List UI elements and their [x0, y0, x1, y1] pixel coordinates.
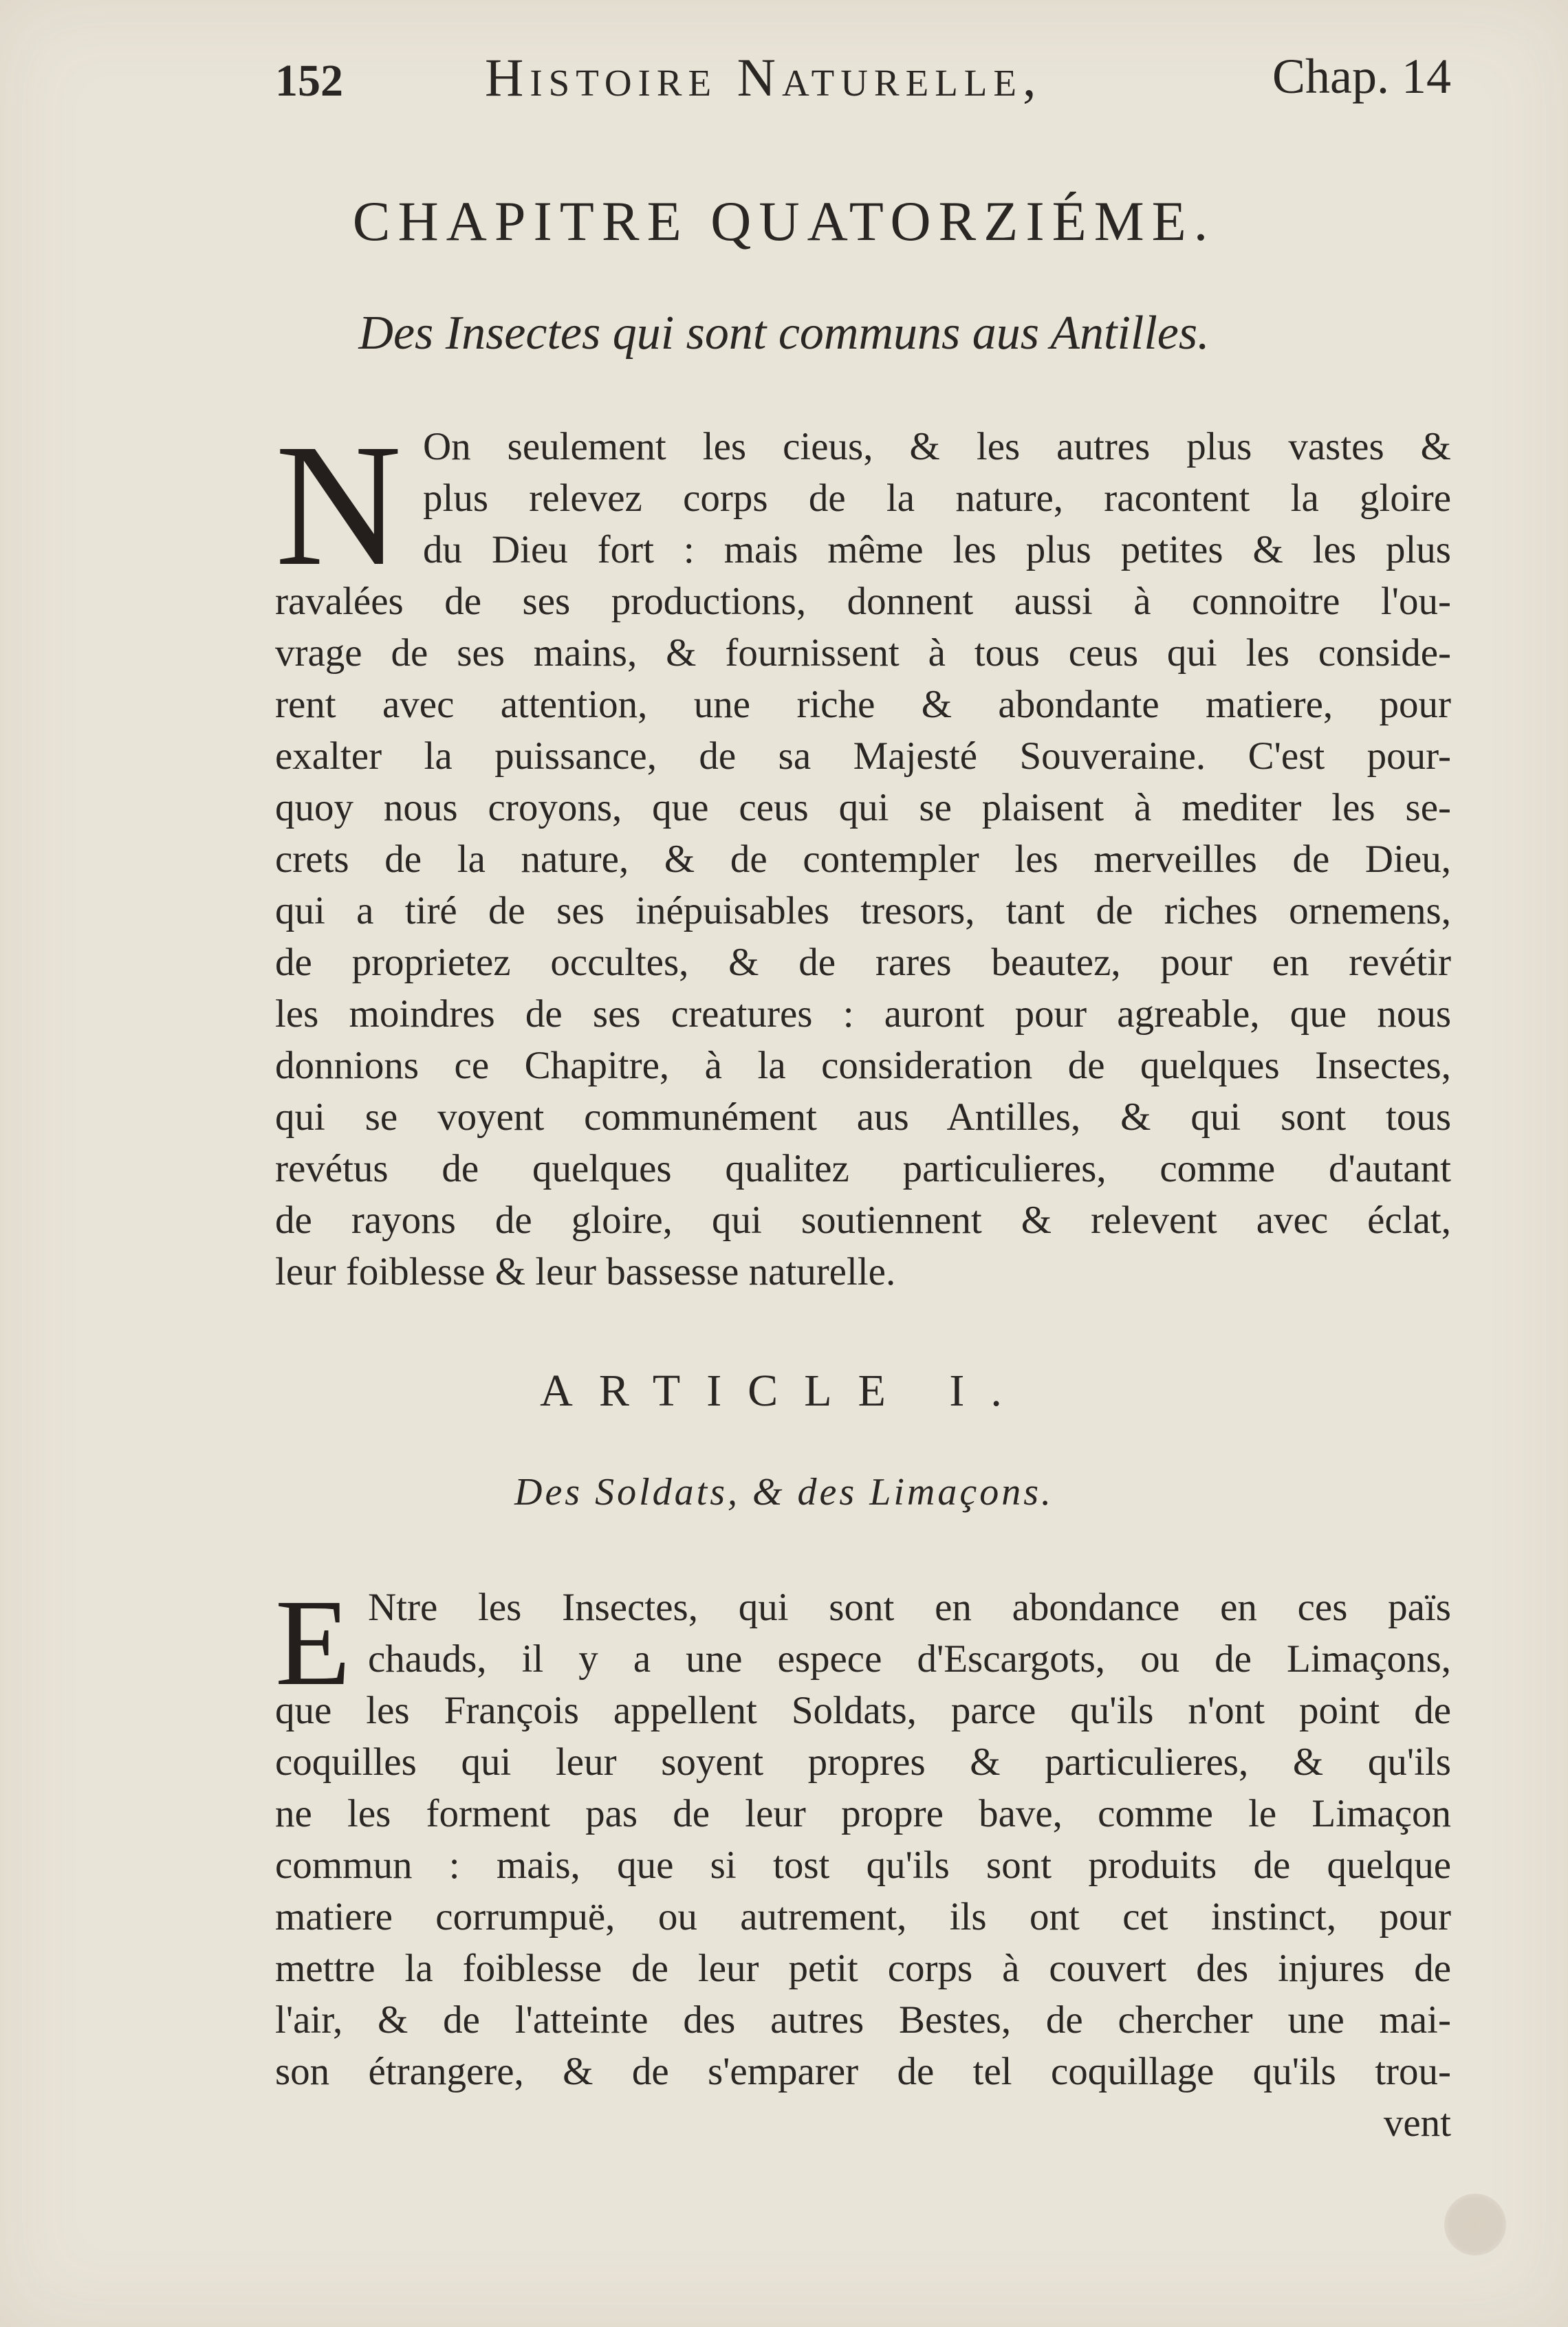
article-dropcap: E [275, 1574, 351, 1711]
intro-line: de proprietez occultes, & de rares beautez, pour en revétir [275, 941, 1451, 984]
intro-line: ravalées de ses productions, donnent aussi à connoitre l'ou- [275, 580, 1451, 623]
article-line: coquilles qui leur soyent propres & particulieres, & qu'ils [275, 1740, 1451, 1784]
article-line: que les François appellent Soldats, parce qu'ils n'ont point de [275, 1689, 1451, 1732]
article-line: mettre la foiblesse de leur petit corps à couvert des injures de [275, 1947, 1451, 1990]
intro-line: quoy nous croyons, que ceus qui se plaisent à mediter les se- [275, 786, 1451, 829]
intro-line: donnions ce Chapitre, à la consideration de quelques Insectes, [275, 1044, 1451, 1087]
intro-paragraph [275, 421, 1451, 1298]
intro-line: revétus de quelques qualitez particulieres, comme d'autant [275, 1147, 1451, 1190]
article-line: Ntre les Insectes, qui sont en abondance en ces païs [368, 1586, 1451, 1629]
intro-line: crets de la nature, & de contempler les merveilles de Dieu, [275, 838, 1451, 881]
intro-line: leur foiblesse & leur bassesse naturelle. [275, 1250, 896, 1293]
intro-line: exalter la puissance, de sa Majesté Souveraine. C'est pour- [275, 734, 1451, 778]
article-line: ne les forment pas de leur propre bave, comme le Limaçon [275, 1792, 1451, 1835]
article-line: son étrangere, & de s'emparer de tel coquillage qu'ils trou- [275, 2050, 1451, 2093]
catchword: vent [1383, 2101, 1451, 2145]
intro-dropcap: N [275, 408, 402, 602]
intro-line: vrage de ses mains, & fournissent à tous ceus qui les conside- [275, 631, 1451, 675]
intro-line: rent avec attention, une riche & abondante matiere, pour [275, 683, 1451, 726]
intro-line: plus relevez corps de la nature, racontent la gloire [423, 477, 1451, 520]
intro-line: qui a tiré de ses inépuisables tresors, tant de riches ornemens, [275, 889, 1451, 932]
running-head [275, 43, 1451, 111]
article-line: l'air, & de l'atteinte des autres Bestes, de chercher une mai- [275, 1998, 1451, 2042]
intro-line: On seulement les cieus, & les autres plus vastes & [423, 425, 1451, 468]
article-paragraph [275, 1574, 1451, 2149]
article-heading: ARTICLE I. [540, 1366, 1028, 1416]
article-line: matiere corrumpuë, ou autrement, ils ont cet instinct, pour [275, 1895, 1451, 1938]
paper-stain [1444, 2194, 1506, 2255]
intro-line: du Dieu fort : mais même les plus petites & les plus [423, 528, 1451, 571]
intro-line: les moindres de ses creatures : auront pour agreable, que nous [275, 992, 1451, 1036]
chapter-title: CHAPITRE QUATORZIÉME. [352, 190, 1216, 252]
article-line: commun : mais, que si tost qu'ils sont produits de quelque [275, 1844, 1451, 1887]
intro-line: de rayons de gloire, qui soutiennent & relevent avec éclat, [275, 1199, 1451, 1242]
article-subtitle: Des Soldats, & des Limaçons. [514, 1471, 1054, 1514]
running-chapter-ref: Chap. 14 [1272, 49, 1451, 104]
article-line: chauds, il y a une espece d'Escargots, ou de Limaçons, [368, 1637, 1451, 1681]
page-number: 152 [275, 56, 343, 106]
chapter-subtitle: Des Insectes qui sont communs aus Antilles. [358, 307, 1210, 360]
intro-line: qui se voyent communément aus Antilles, & qui sont tous [275, 1095, 1451, 1139]
running-title: Histoire Naturelle, [485, 47, 1043, 107]
